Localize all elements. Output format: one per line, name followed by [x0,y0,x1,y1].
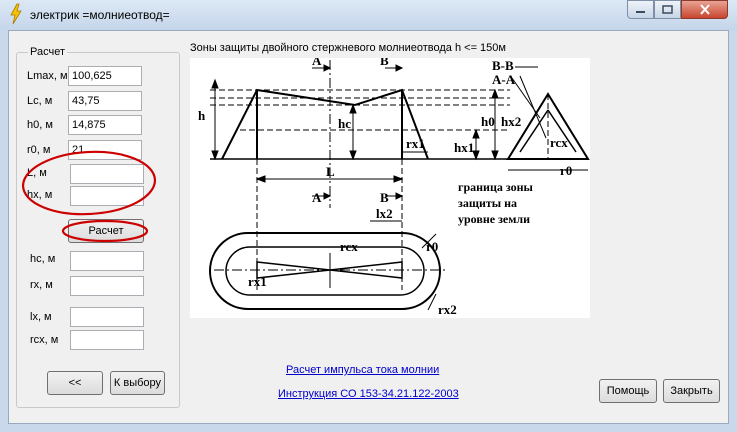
label-r0-plan: r0 [426,239,439,254]
l-field[interactable] [70,164,144,184]
label-hx1: hx1 [454,140,475,155]
label-zone-2: защиты на [458,196,518,210]
diagram-title: Зоны защиты двойного стержневого молниеотвода h <= 150м [190,42,506,54]
label-b-bottom: B [380,190,389,205]
calc-group-legend: Расчет [30,46,65,58]
back-button[interactable]: << [47,371,103,395]
label-rx1: rx1 [406,136,425,151]
close-window-button[interactable] [681,0,728,19]
label-hx2: hx2 [501,114,522,129]
maximize-icon [662,5,673,14]
label-a-bottom: A [312,190,322,205]
rcx-field[interactable] [70,330,144,350]
label-a-top: A [312,58,322,68]
maximize-button[interactable] [654,0,681,19]
lightning-icon [8,3,24,25]
lmax-label: Lmax, м [27,70,68,82]
window-title: электрик =молниеотвод= [30,8,170,22]
r0-field[interactable]: 21 [68,140,142,160]
rx-field[interactable] [70,276,144,296]
label-zone-1: граница зоны [458,180,533,194]
label-aa: A-A [492,72,516,87]
label-rcx-section: rcx [550,135,568,150]
label-b-top: B [380,58,389,68]
h0-label: h0, м [27,119,53,131]
r0-label: r0, м [27,144,51,156]
lightning-zone-diagram [190,58,590,318]
label-rx1-plan: rx1 [248,274,267,289]
rcx-label: rcx, м [30,334,59,346]
minimize-icon [635,5,646,14]
calc-button[interactable]: Расчет [68,219,144,243]
label-r0-section: r0 [560,163,573,178]
lx-field[interactable] [70,307,144,327]
pulse-link[interactable]: Расчет импульса тока молнии [286,364,440,376]
close-button[interactable]: Закрыть [663,379,720,403]
label-rx2: rx2 [438,302,457,317]
l-label: L, м [27,167,47,179]
label-lx2: lx2 [376,206,393,221]
label-bb: B-B [492,58,514,73]
label-rcx-plan: rcx [340,239,358,254]
h0-field[interactable]: 14,875 [68,115,142,135]
hc-field[interactable] [70,251,144,271]
title-bar [0,0,737,30]
label-hc: hc [338,116,351,131]
lc-label: Lc, м [27,95,53,107]
lmax-field[interactable]: 100,625 [68,66,142,86]
close-icon [699,4,711,15]
lx-label: lx, м [30,311,52,323]
hc-label: hc, м [30,253,56,265]
label-h0: h0 [481,114,495,129]
hx-field[interactable] [70,186,144,206]
instruction-link[interactable]: Инструкция СО 153-34.21.122-2003 [278,388,459,400]
label-zone-3: уровне земли [458,212,531,226]
label-l: L [326,164,335,179]
choose-button[interactable]: К выбору [110,371,165,395]
diagram-drawing [190,58,590,318]
lc-field[interactable]: 43,75 [68,91,142,111]
help-button[interactable]: Помощь [599,379,657,403]
rx-label: rx, м [30,279,53,291]
minimize-button[interactable] [627,0,654,19]
hx-label: hx, м [27,189,53,201]
label-h: h [198,108,206,123]
